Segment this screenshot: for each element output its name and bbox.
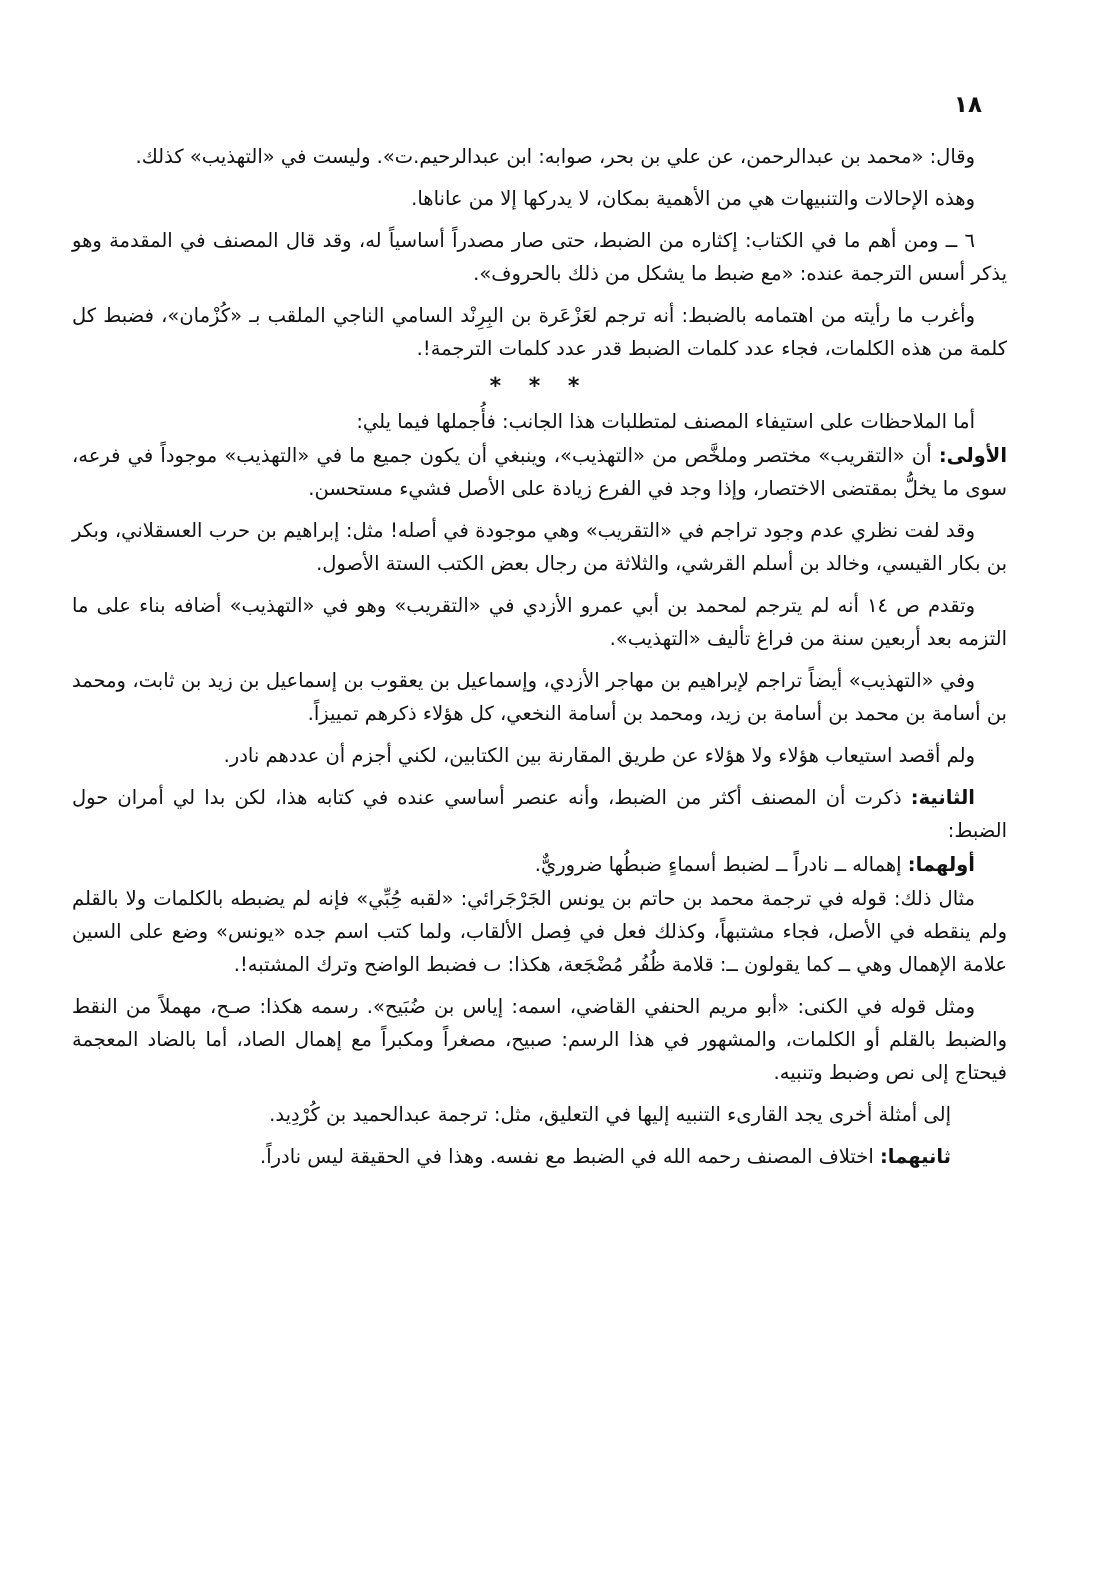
paragraph: أما الملاحظات على استيفاء المصنف لمتطلبات هذا الجانب: فأُجملها فيما يلي:	[356, 410, 975, 433]
paragraph-lead: الأولى:	[938, 444, 1008, 467]
paragraph: وأغرب ما رأيته من اهتمامه بالضبط: أنه ترجم لعَزْعَرة بن البِرِنْد السامي الناجي الملقب بـ «كُزْمان»، فضبط كل كلمة من هذه الكلمات، فجاء عدد كلمات الضبط قدر عدد كلمات الترجمة!.	[72, 304, 1007, 360]
paragraph: ٦ ــ ومن أهم ما في الكتاب: إكثاره من الضبط، حتى صار مصدراً أساسياً له، وقد قال المصنف في المقدمة وهو يذكر أسس الترجمة عنده: «مع ضبط ما يشكل من ذلك بالحروف».	[72, 229, 1007, 285]
paragraph: وتقدم ص ١٤ أنه لم يترجم لمحمد بن أبي عمرو الأزدي في «التقريب» وهو في «التهذيب» أضافه بناء على ما التزمه بعد أربعين سنة من فراغ تأليف «التهذيب».	[72, 594, 1007, 650]
paragraph-lead: الثانية:	[910, 786, 975, 809]
paragraph: مثال ذلك: قوله في ترجمة محمد بن حاتم بن يونس الجَرْجَرائي: «لقبه حُِبِّي» فإنه لم يضبطه بالكلمات ولا بالقلم ولم ينقطه في الأصل، فجاء مشتبهاً، وكذلك فعل في فِصل الألقاب، ولما كتب اسم جده «يونس» وضع على السين علامة الإهمال وهي ــ كما يقولون ــ: قلامة ظُفُر مُضْجَعة، هكذا: ٮ فضبط الواضح وترك المشتبه!.	[72, 887, 1007, 976]
paragraph	[72, 439, 1007, 505]
paragraph: وقال: «محمد بن عبدالرحمن، عن علي بن بحر، صوابه: ابن عبدالرحيم.ت». وليست في «التهذيب» كذلك.	[135, 145, 975, 168]
paragraph: وفي «التهذيب» أيضاً تراجم لإبراهيم بن مهاجر الأزدي، وإسماعيل بن يعقوب بن إسماعيل بن زيد بن ثابت، ومحمد بن أسامة بن محمد بن أسامة بن زيد، ومحمد بن أسامة النخعي، كل هؤلاء ذكرهم تمييزاً.	[72, 669, 1007, 725]
paragraph-lead: أولهما:	[907, 853, 975, 876]
paragraph: إلى أمثلة أخرى يجد القارىء التنبيه إليها في التعليق، مثل: ترجمة عبدالحميد بن كُرْدِيد.	[269, 1103, 951, 1126]
section-separator: * * *	[489, 374, 590, 399]
paragraph	[72, 848, 1007, 881]
paragraph	[72, 1140, 1007, 1173]
paragraph-text: اختلاف المصنف رحمه الله في الضبط مع نفسه. وهذا في الحقيقة ليس نادراً.	[260, 1145, 874, 1168]
paragraph-text: ذكرت أن المصنف أكثر من الضبط، وأنه عنصر أساسي عنده في كتابه هذا، لكن بدا لي أمران حول الضبط:	[72, 786, 1007, 842]
paragraph-text: إهماله ــ نادراً ــ لضبط أسماءٍ ضبطُها ضروريٌّ.	[534, 853, 902, 876]
paragraph: وقد لفت نظري عدم وجود تراجم في «التقريب» وهي موجودة في أصله! مثل: إبراهيم بن حرب العسقلاني، وبكر بن بكار القيسي، وخالد بن أسلم القرشي، والثلاثة من رجال بعض الكتب الستة الأصول.	[72, 519, 1007, 575]
paragraph-lead: ثانيهما:	[880, 1145, 951, 1168]
paragraph: ومثل قوله في الكنى: «أبو مريم الحنفي القاضي، اسمه: إياس بن ضُبَيح». رسمه هكذا: صـح، مهملاً من النقط والضبط بالقلم أو الكلمات، والمشهور في هذا الرسم: صبيح، مصغراً ومكبراً مع إهمال الصاد، أما بالضاد المعجمة فيحتاج إلى نص وضبط وتنبيه.	[72, 995, 1007, 1084]
paragraph: ولم أقصد استيعاب هؤلاء ولا هؤلاء عن طريق المقارنة بين الكتابين، لكني أجزم أن عددهم نادر.	[223, 744, 975, 767]
paragraph-text: أن «التقريب» مختصر وملخَّص من «التهذيب»، وينبغي أن يكون جميع ما في «التهذيب» موجوداً في فرعه، سوى ما يخلُّ بمقتضى الاختصار، وإذا وجد في الفرع زيادة على الأصل فشيء مستحسن.	[72, 444, 1007, 500]
paragraph	[72, 781, 1007, 847]
body-text	[72, 140, 1007, 1182]
page-number: ١٨	[953, 92, 982, 118]
paragraph: وهذه الإحالات والتنبيهات هي من الأهمية بمكان، لا يدركها إلا من عاناها.	[411, 187, 975, 210]
